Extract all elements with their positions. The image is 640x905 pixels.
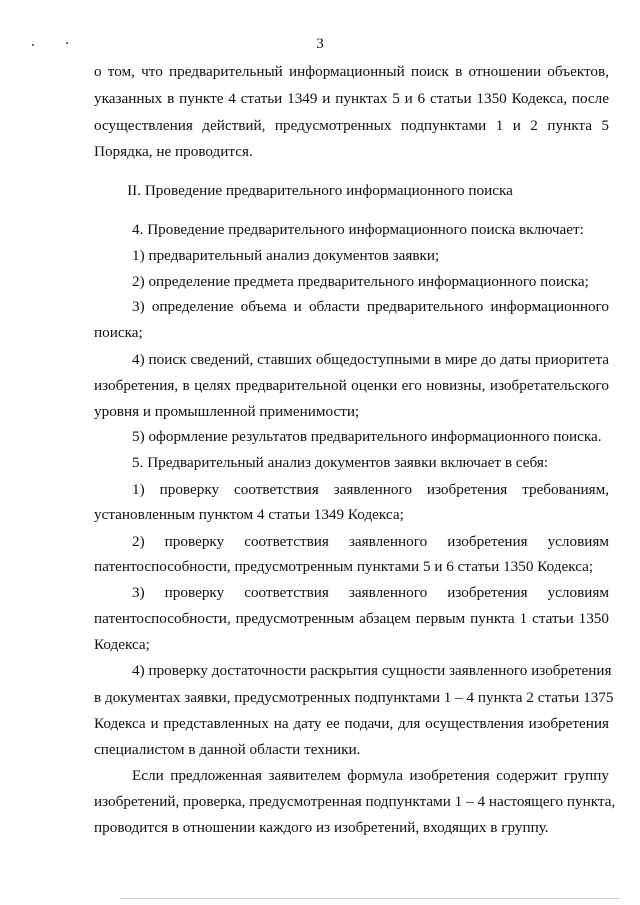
paragraph-line: о том, что предварительный информационный поиск в отношении объектов, <box>94 63 609 80</box>
paragraph-line: проводится в отношении каждого из изобретений, входящих в группу. <box>94 819 549 836</box>
scan-edge <box>120 898 620 899</box>
clause-5-3-cont: Кодекса; <box>94 636 150 653</box>
clause-5-4-cont: Кодекса и представленных на дату ее подачи, для осуществления изобретения <box>94 715 609 732</box>
clause-5-2-cont: патентоспособности, предусмотренным пунктами 5 и 6 статьи 1350 Кодекса; <box>94 558 594 575</box>
clause-4-4: 4) поиск сведений, ставших общедоступными в мире до даты приоритета <box>132 351 609 368</box>
clause-4-1: 1) предварительный анализ документов заявки; <box>132 247 440 264</box>
paragraph-line: указанных в пункте 4 статьи 1349 и пунктах 5 и 6 статьи 1350 Кодекса, после <box>94 90 609 107</box>
clause-4-3-cont: поиска; <box>94 324 143 341</box>
clause-5-2: 2) проверку соответствия заявленного изобретения условиям <box>132 533 609 550</box>
clause-4-4-cont: уровня и промышленной применимости; <box>94 403 360 420</box>
section-heading: II. Проведение предварительного информационного поиска <box>127 182 513 199</box>
paragraph-line: Порядка, не проводится. <box>94 143 253 160</box>
clause-5-4-cont: специалистом в данной области техники. <box>94 741 361 758</box>
page-number: 3 <box>316 36 324 52</box>
clause-4-4-cont: изобретения, в целях предварительной оценки его новизны, изобретательского <box>94 377 609 394</box>
clause-5-1-cont: установленным пунктом 4 статьи 1349 Кодекса; <box>94 506 404 523</box>
clause-5-4-cont: в документах заявки, предусмотренных подпунктами 1 – 4 пункта 2 статьи 1375 <box>94 689 614 706</box>
clause-5-1: 1) проверку соответствия заявленного изобретения требованиям, <box>132 481 609 498</box>
clause-5-3: 3) проверку соответствия заявленного изобретения условиям <box>132 584 609 601</box>
paragraph-line: осуществления действий, предусмотренных подпунктами 1 и 2 пункта 5 <box>94 117 609 134</box>
clause-5-4: 4) проверку достаточности раскрытия сущности заявленного изобретения <box>132 662 612 679</box>
clause-5-3-cont: патентоспособности, предусмотренным абзацем первым пункта 1 статьи 1350 <box>94 610 609 627</box>
paragraph-line: Если предложенная заявителем формула изобретения содержит группу <box>132 767 609 784</box>
clause-5: 5. Предварительный анализ документов заявки включает в себя: <box>132 454 549 471</box>
clause-4-2: 2) определение предмета предварительного информационного поиска; <box>132 273 589 290</box>
clause-4-5: 5) оформление результатов предварительного информационного поиска. <box>132 428 602 445</box>
paragraph-line: изобретений, проверка, предусмотренная подпунктами 1 – 4 настоящего пункта, <box>94 793 616 810</box>
clause-4: 4. Проведение предварительного информационного поиска включает: <box>132 221 584 238</box>
clause-4-3: 3) определение объема и области предварительного информационного <box>132 298 609 315</box>
